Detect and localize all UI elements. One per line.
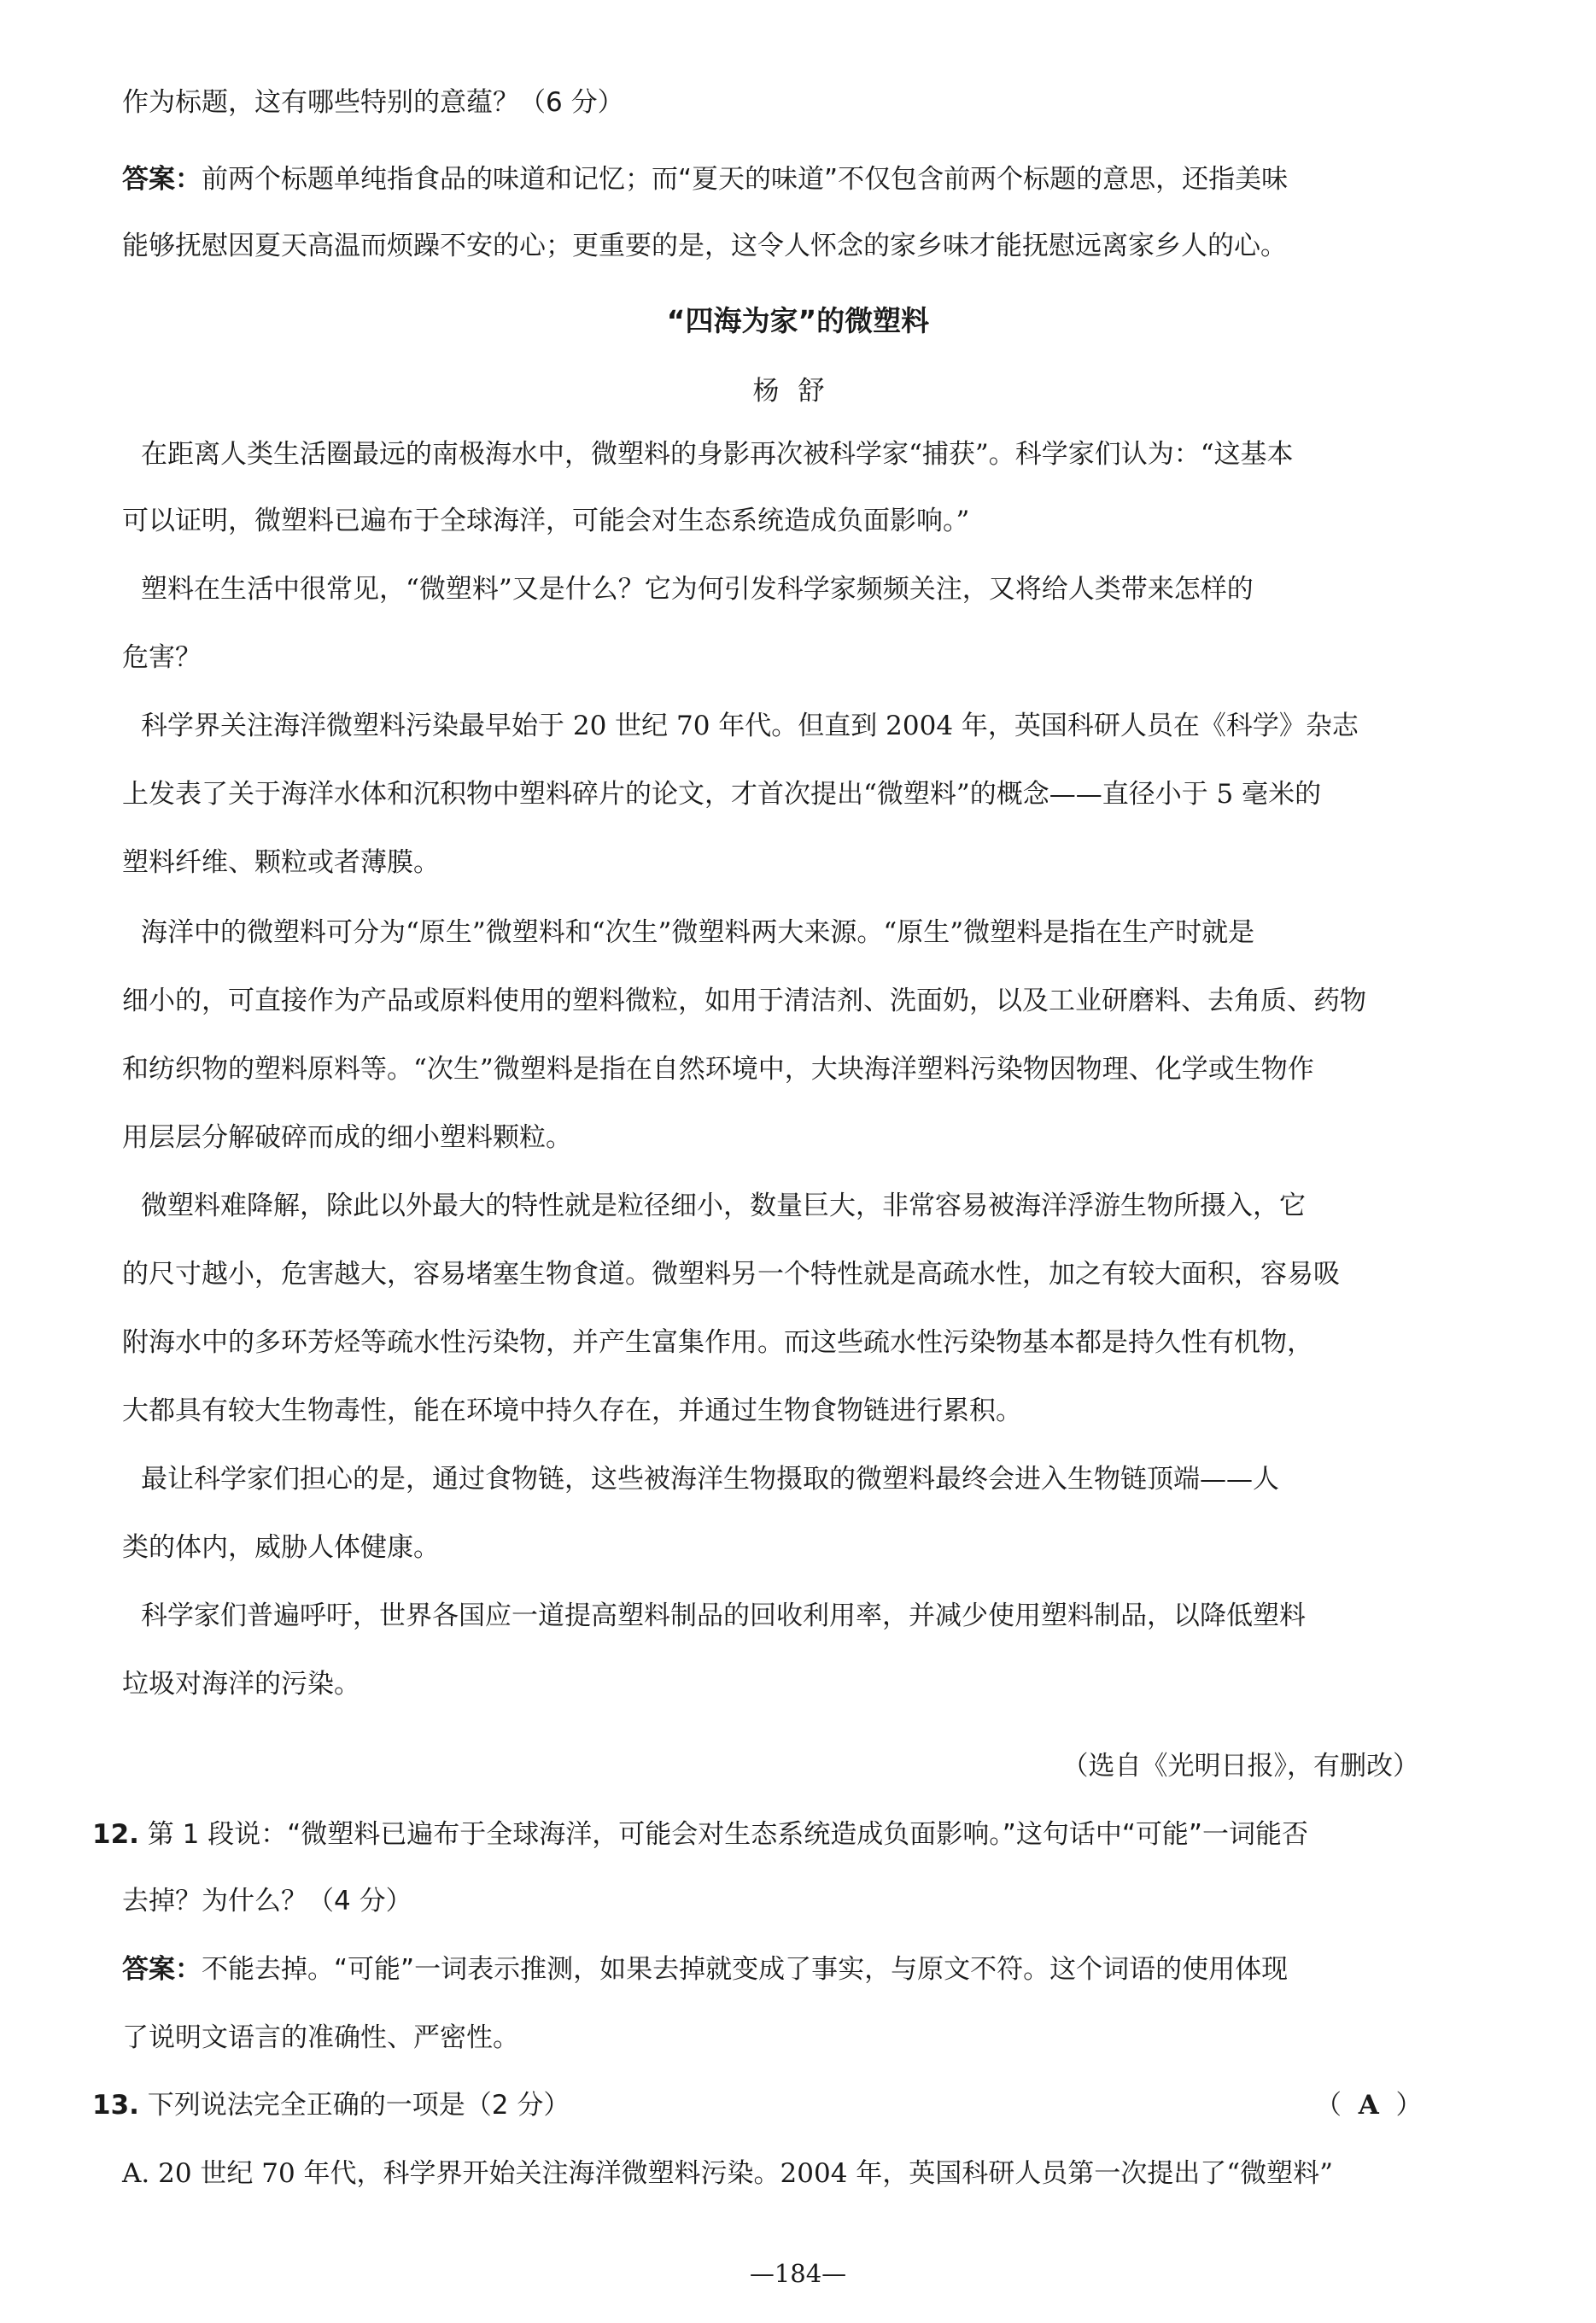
choice-letter: A	[1358, 2090, 1379, 2121]
answer-line: 了说明文语言的准确性、严密性。	[122, 2022, 519, 2053]
paragraph-line: 塑料纤维、颗粒或者薄膜。	[122, 847, 440, 878]
option-a: A. 20 世纪 70 年代，科学界开始关注海洋微塑料污染。2004 年，英国科研人员第一次提出了“微塑料”	[122, 2158, 1333, 2189]
paragraph-line: 危害？	[122, 642, 202, 673]
question-text: 去掉？为什么？（4 分）	[122, 1886, 412, 1916]
question-tail: 作为标题，这有哪些特别的意蕴？（6 分）	[122, 87, 624, 118]
paragraph-line: 塑料在生活中很常见，“微塑料”又是什么？它为何引发科学家频频关注，又将给人类带来怎样的	[141, 574, 1254, 605]
paragraph-line: 附海水中的多环芳烃等疏水性污染物，并产生富集作用。而这些疏水性污染物基本都是持久性有机物，	[122, 1327, 1313, 1358]
article-author: 杨舒	[752, 376, 844, 407]
paragraph-line: 和纺织物的塑料原料等。“次生”微塑料是指在自然环境中，大块海洋塑料污染物因物理、化学或生物作	[122, 1054, 1314, 1085]
article-source: （选自《光明日报》，有删改）	[1061, 1751, 1419, 1782]
paragraph-line: 可以证明，微塑料已遍布于全球海洋，可能会对生态系统造成负面影响。”	[122, 506, 970, 536]
answer-label: 答案：	[122, 1954, 202, 1985]
paragraph-line: 科学家们普遍呼吁，世界各国应一道提高塑料制品的回收利用率，并减少使用塑料制品，以降低塑料	[141, 1600, 1306, 1631]
answer-choice	[1315, 2088, 1423, 2122]
question-text: 第 1 段说：“微塑料已遍布于全球海洋，可能会对生态系统造成负面影响。”这句话中“可能”一词能否	[147, 1819, 1308, 1850]
paragraph-line: 微塑料难降解，除此以外最大的特性就是粒径细小，数量巨大，非常容易被海洋浮游生物所摄入，它	[141, 1191, 1306, 1221]
paragraph-line: 细小的，可直接作为产品或原料使用的塑料微粒，如用于清洁剂、洗面奶，以及工业研磨料、去角质、药物	[122, 986, 1366, 1016]
paragraph-line: 的尺寸越小，危害越大，容易堵塞生物食道。微塑料另一个特性就是高疏水性，加之有较大面积，容易吸	[122, 1259, 1340, 1290]
article-title: “四海为家”的微塑料	[666, 304, 930, 337]
paragraph-line: 科学界关注海洋微塑料污染最早始于 20 世纪 70 年代。但直到 2004 年，英国科研人员在《科学》杂志	[141, 711, 1359, 741]
question-number: 13.	[92, 2090, 139, 2121]
paragraph-line: 大都具有较大生物毒性，能在环境中持久存在，并通过生物食物链进行累积。	[122, 1396, 1022, 1426]
question-text: 下列说法完全正确的一项是（2 分）	[147, 2090, 570, 2121]
paragraph-line: 在距离人类生活圈最远的南极海水中，微塑料的身影再次被科学家“捕获”。科学家们认为：“这基本	[141, 439, 1294, 470]
paragraph-line: 类的体内，威胁人体健康。	[122, 1532, 440, 1563]
bracket-close: ）	[1395, 2090, 1423, 2121]
question-12	[92, 1817, 1308, 1852]
answer-line	[122, 162, 1288, 196]
question-13	[92, 2088, 570, 2122]
answer-line	[122, 1952, 1288, 1987]
bracket-open: （	[1315, 2090, 1342, 2121]
answer-text: 不能去掉。“可能”一词表示推测，如果去掉就变成了事实，与原文不符。这个词语的使用体现	[202, 1954, 1289, 1985]
paragraph-line: 用层层分解破碎而成的细小塑料颗粒。	[122, 1122, 572, 1153]
answer-label: 答案：	[122, 164, 202, 195]
paragraph-line: 海洋中的微塑料可分为“原生”微塑料和“次生”微塑料两大来源。“原生”微塑料是指在生产时就是	[141, 917, 1255, 948]
question-number: 12.	[92, 1819, 139, 1850]
page-number: —184—	[749, 2259, 847, 2288]
paragraph-line: 垃圾对海洋的污染。	[122, 1669, 360, 1700]
answer-line: 能够抚慰因夏天高温而烦躁不安的心；更重要的是，这令人怀念的家乡味才能抚慰远离家乡人的心。	[122, 231, 1287, 261]
paragraph-line: 上发表了关于海洋水体和沉积物中塑料碎片的论文，才首次提出“微塑料”的概念——直径小于 5 毫米的	[122, 779, 1322, 810]
paragraph-line: 最让科学家们担心的是，通过食物链，这些被海洋生物摄取的微塑料最终会进入生物链顶端——人	[141, 1464, 1279, 1495]
answer-text: 前两个标题单纯指食品的味道和记忆；而“夏天的味道”不仅包含前两个标题的意思，还指美味	[202, 164, 1289, 195]
